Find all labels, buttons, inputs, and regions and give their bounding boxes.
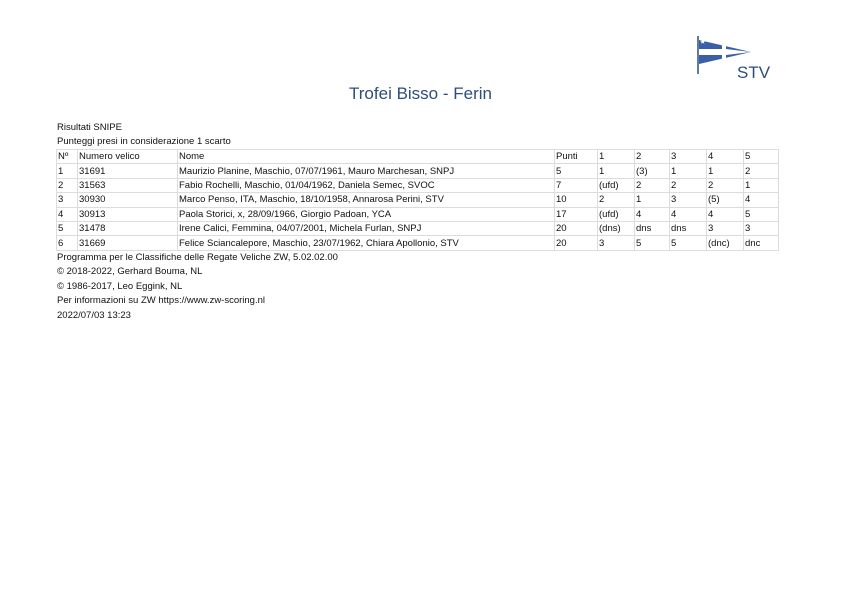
points-cell: 10 — [555, 193, 598, 207]
program-credit: Programma per le Classifiche delle Regate Veliche ZW, 5.02.02.00 — [57, 252, 338, 263]
table-row — [57, 221, 779, 235]
rank-cell: 4 — [57, 207, 78, 221]
discard-note: Punteggi presi in considerazione 1 scarto — [57, 136, 231, 148]
race-2-cell: 1 — [635, 193, 670, 207]
race-4-cell: (dnc) — [707, 236, 744, 250]
race-5-cell: 1 — [744, 178, 779, 192]
col-race-5: 5 — [744, 150, 779, 164]
race-3-cell: 5 — [670, 236, 707, 250]
col-sail-number: Numero velico — [78, 150, 178, 164]
col-race-2: 2 — [635, 150, 670, 164]
results-table — [56, 149, 779, 251]
race-4-cell: 2 — [707, 178, 744, 192]
name-cell: Felice Sciancalepore, Maschio, 23/07/1962, Chiara Apollonio, STV — [178, 236, 555, 250]
copyright-bouma: © 2018-2022, Gerhard Bouma, NL — [57, 266, 203, 278]
sail-number-cell: 30913 — [78, 207, 178, 221]
timestamp: 2022/07/03 13:23 — [57, 309, 131, 321]
race-3-cell: 2 — [670, 178, 707, 192]
sail-number-cell: 31669 — [78, 236, 178, 250]
race-4-cell: 1 — [707, 164, 744, 178]
race-2-cell: 5 — [635, 236, 670, 250]
name-cell: Maurizio Planine, Maschio, 07/07/1961, Mauro Marchesan, SNPJ — [178, 164, 555, 178]
race-4-cell: 4 — [707, 207, 744, 221]
race-1-cell: (dns) — [598, 221, 635, 235]
race-1-cell: 3 — [598, 236, 635, 250]
race-5-cell: dnc — [744, 236, 779, 250]
rank-cell: 5 — [57, 221, 78, 235]
race-3-cell: 4 — [670, 207, 707, 221]
col-race-3: 3 — [670, 150, 707, 164]
sail-number-cell: 31478 — [78, 221, 178, 235]
col-race-4: 4 — [707, 150, 744, 164]
race-5-cell: 4 — [744, 193, 779, 207]
col-rank: Nº — [57, 150, 78, 164]
sail-number-cell: 31691 — [78, 164, 178, 178]
sail-number-cell: 30930 — [78, 193, 178, 207]
race-1-cell: (ufd) — [598, 207, 635, 221]
col-name: Nome — [178, 150, 555, 164]
page-title: Trofei Bisso - Ferin — [349, 84, 492, 103]
points-cell: 20 — [555, 221, 598, 235]
footer-info — [57, 251, 338, 323]
race-4-cell: (5) — [707, 193, 744, 207]
points-cell: 20 — [555, 236, 598, 250]
race-5-cell: 5 — [744, 207, 779, 221]
table-row — [57, 178, 779, 192]
class-label: Risultati SNIPE — [57, 122, 122, 133]
rank-cell: 6 — [57, 236, 78, 250]
points-cell: 7 — [555, 178, 598, 192]
race-1-cell: 2 — [598, 193, 635, 207]
race-3-cell: 1 — [670, 164, 707, 178]
rank-cell: 1 — [57, 164, 78, 178]
name-cell: Fabio Rochelli, Maschio, 01/04/1962, Daniela Semec, SVOC — [178, 178, 555, 192]
results-header — [57, 121, 231, 150]
table-header-row — [57, 150, 779, 164]
copyright-eggink: © 1986-2017, Leo Eggink, NL — [57, 280, 183, 292]
race-2-cell: 4 — [635, 207, 670, 221]
logo-text: STV — [737, 63, 771, 82]
sail-number-cell: 31563 — [78, 178, 178, 192]
rank-cell: 2 — [57, 178, 78, 192]
race-5-cell: 3 — [744, 221, 779, 235]
points-cell: 17 — [555, 207, 598, 221]
rank-cell: 3 — [57, 193, 78, 207]
race-5-cell: 2 — [744, 164, 779, 178]
points-cell: 5 — [555, 164, 598, 178]
race-2-cell: (3) — [635, 164, 670, 178]
race-2-cell: dns — [635, 221, 670, 235]
table-row — [57, 164, 779, 178]
col-race-1: 1 — [598, 150, 635, 164]
race-3-cell: dns — [670, 221, 707, 235]
race-1-cell: (ufd) — [598, 178, 635, 192]
race-1-cell: 1 — [598, 164, 635, 178]
burgee-flag-icon — [695, 34, 775, 84]
name-cell: Marco Penso, ITA, Maschio, 18/10/1958, Annarosa Perini, STV — [178, 193, 555, 207]
info-url: Per informazioni su ZW https://www.zw-scoring.nl — [57, 295, 266, 307]
name-cell: Paola Storici, x, 28/09/1966, Giorgio Padoan, YCA — [178, 207, 555, 221]
table-row — [57, 193, 779, 207]
table-row — [57, 236, 779, 250]
race-2-cell: 2 — [635, 178, 670, 192]
name-cell: Irene Calici, Femmina, 04/07/2001, Michela Furlan, SNPJ — [178, 221, 555, 235]
race-3-cell: 3 — [670, 193, 707, 207]
col-points: Punti — [555, 150, 598, 164]
race-4-cell: 3 — [707, 221, 744, 235]
table-row — [57, 207, 779, 221]
club-logo — [695, 34, 775, 84]
